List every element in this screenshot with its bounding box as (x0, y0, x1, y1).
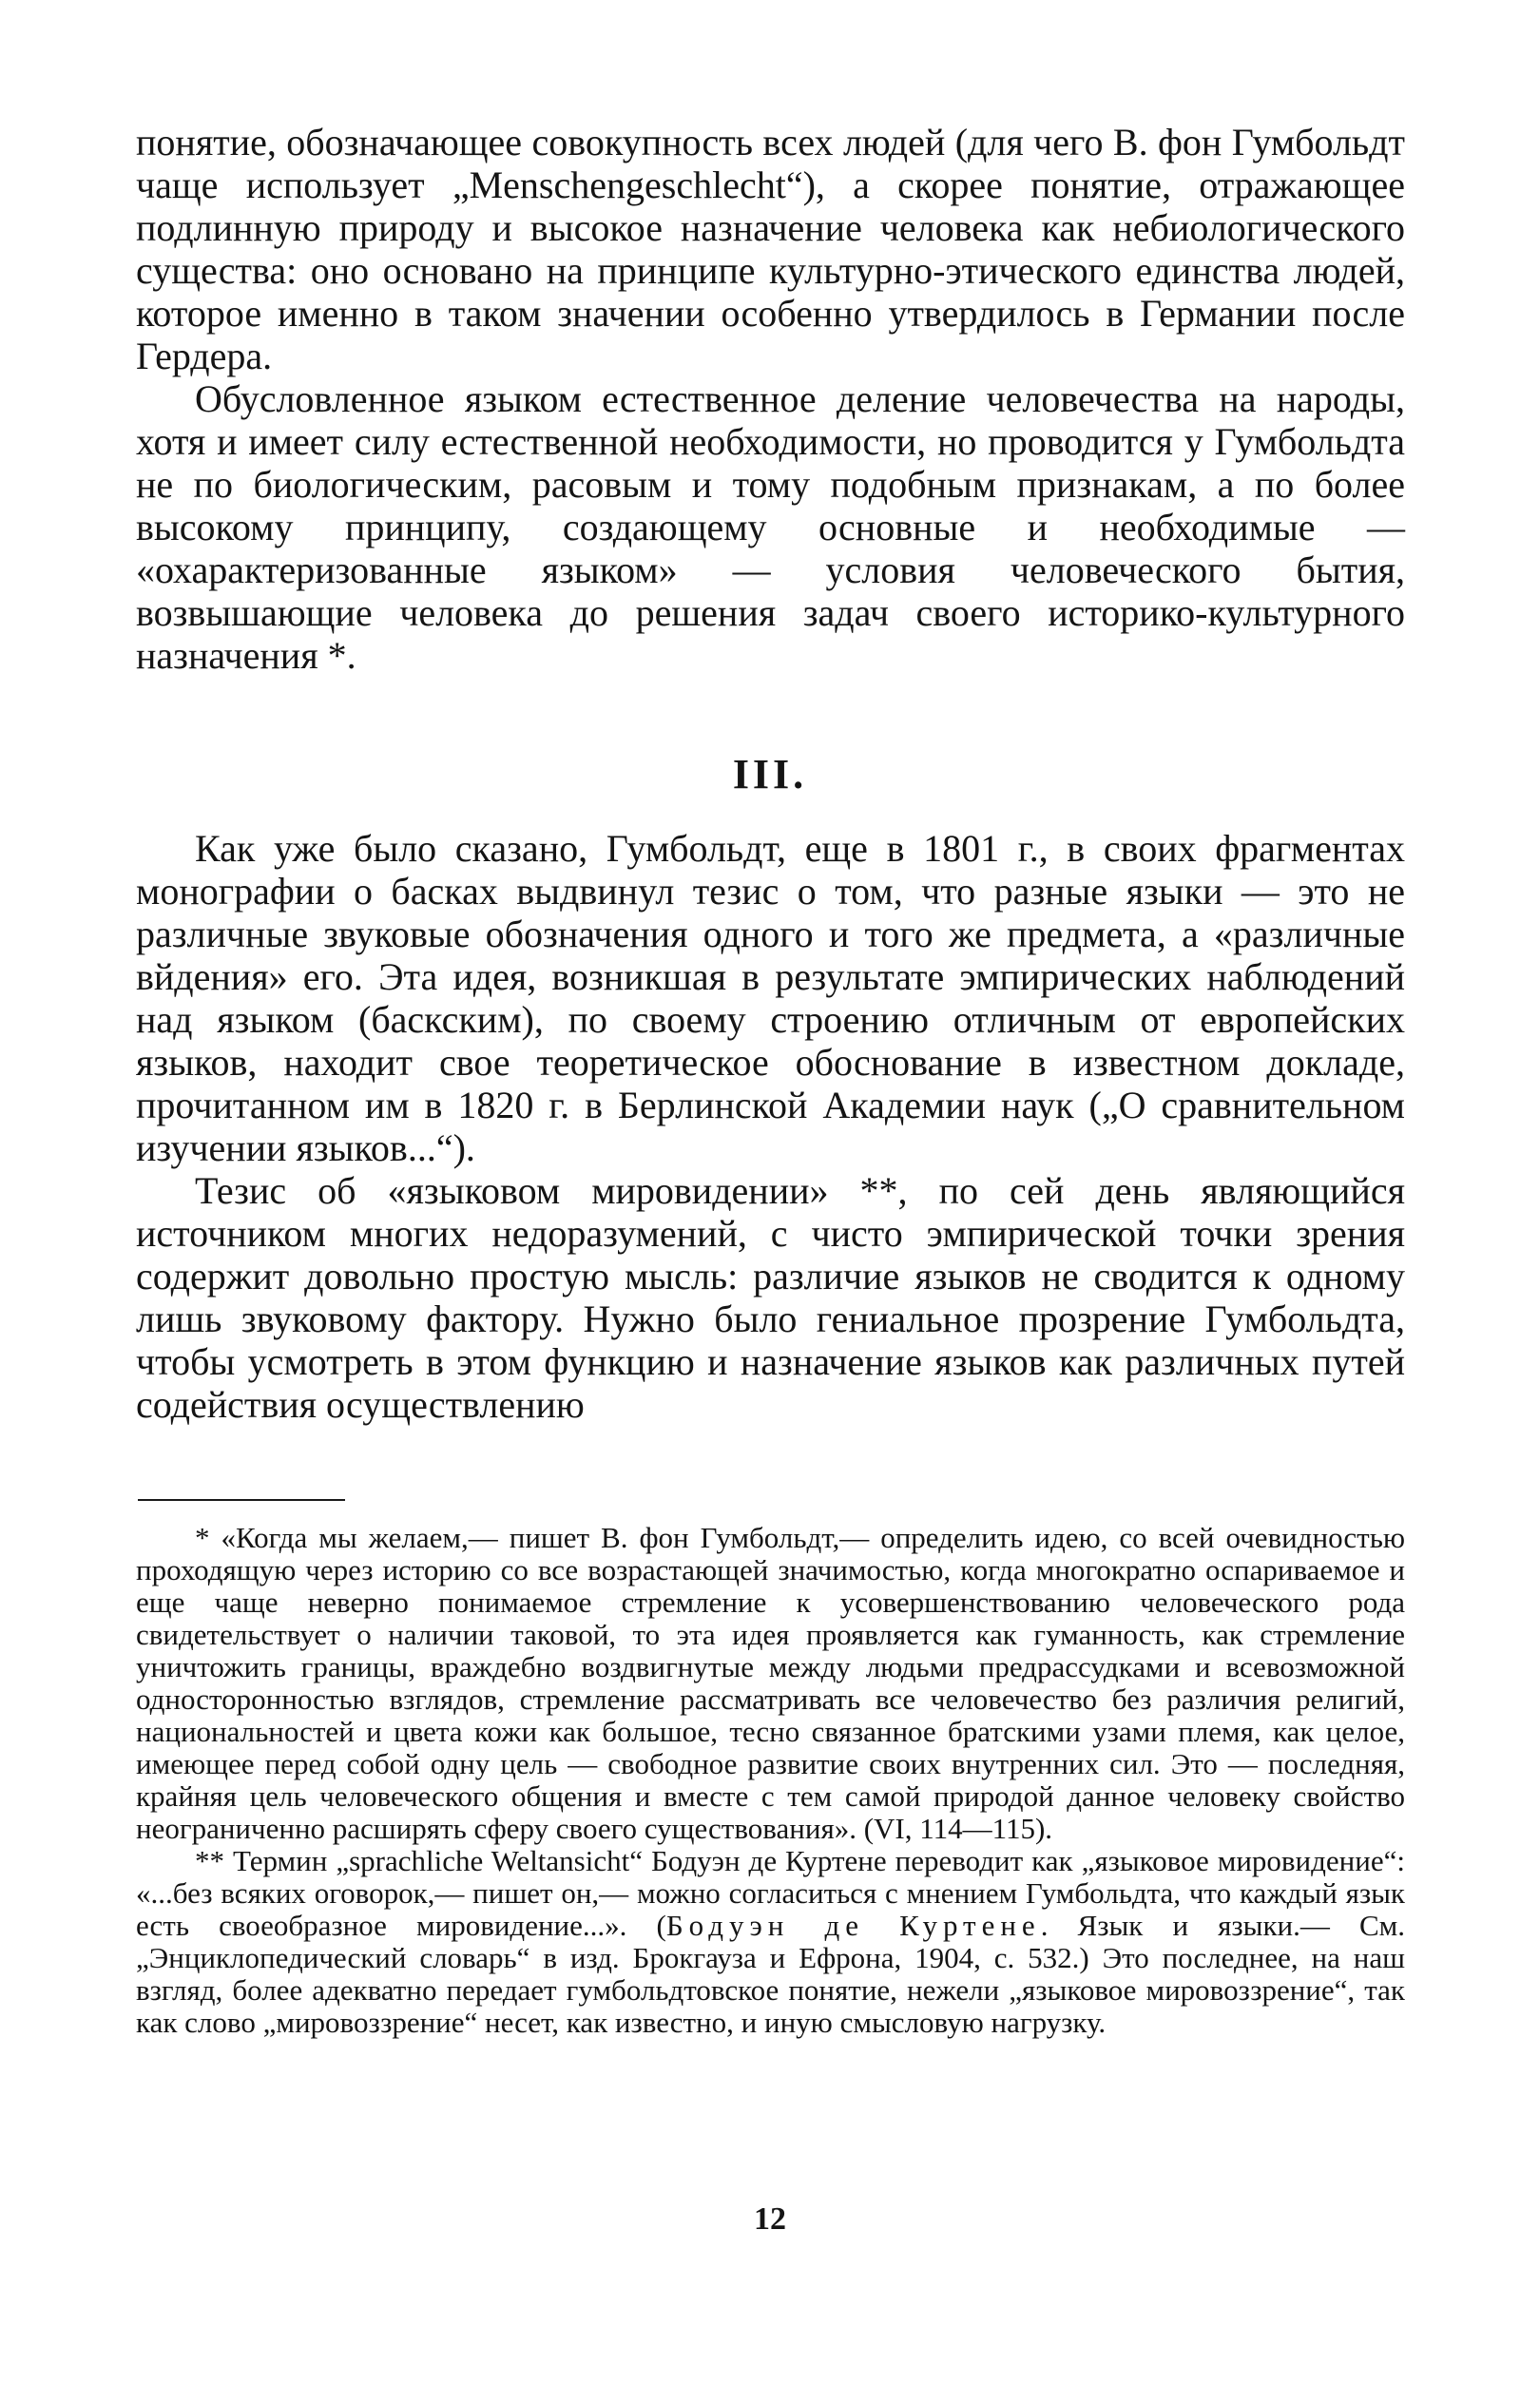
paragraph-division-of-humanity: Обусловленное языком естественное деление человечества на народы, хотя и имеет силу естественной необходимости, но проводится у Гумбольдта не по биологическим, расовым и тому подобным признакам, а по более высокому принципу, создающему основные и необходимые — «охарактеризованные языком» — условия человеческого бытия, возвышающие человека до решения задач своего историко-культурного назначения *. (136, 377, 1405, 677)
page-number: 12 (754, 2201, 786, 2237)
paragraph-humboldt-thesis: Как уже было сказано, Гумбольдт, еще в 1801 г., в своих фрагментах монографии о басках выдвинул тезис о том, что разные языки — это не различные звуковые обозначения одного и того же предмета, а «различные вйдения» его. Эта идея, возникшая в результате эмпирических наблюдений над языком (баскским), по своему строению отличным от европейских языков, находит свое теоретическое обоснование в известном докладе, прочитанном им в 1820 г. в Берлинской Академии наук („О сравнительном изучении языков...“). (136, 827, 1405, 1169)
footnote-2 (136, 1845, 1405, 2039)
main-text-top (136, 121, 1405, 677)
footnote-divider (138, 1499, 345, 1501)
footnote-2-text-end: . Язык и языки.— См. „Энциклопедический словарь“ в изд. Брокгауза и Ефрона, 1904, с. 532.) Это последнее, на наш взгляд, более адекватно передает гумбольдтовское понятие, нежели „языковое мировоззрение“, так как слово „мировоззрение“ несет, как известно, и иную смысловую нагрузку. (136, 1909, 1405, 2039)
paragraph-language-worldview: Тезис об «языковом мировидении» **, по сей день являющийся источником многих недоразумений, с чисто эмпирической точки зрения содержит довольно простую мысль: различие языков не сводится к одному лишь звуковому фактору. Нужно было гениальное прозрение Гумбольдта, чтобы усмотреть в этом функцию и назначение языков как различных путей содействия осуществлению (136, 1169, 1405, 1426)
main-text-section (136, 827, 1405, 1426)
paragraph-continuation: понятие, обозначающее совокупность всех людей (для чего В. фон Гумбольдт чаще использует „Menschengeschlecht“), а скорее понятие, отражающее подлинную природу и высокое назначение человека как небиологического существа: оно основано на принципе культурно-этического единства людей, которое именно в таком значении особенно утвердилось в Германии после Гердера. (136, 121, 1405, 377)
section-heading: III. (732, 751, 808, 798)
footnote-2-author: Бодуэн де Куртене (665, 1909, 1041, 1942)
footnote-1: * «Когда мы желаем,— пишет В. фон Гумбольдт,— определить идею, со всей очевидностью проходящую через историю со все возрастающей значимостью, когда многократно оспариваемое и еще чаще неверно понимаемое стремление к усовершенствованию человеческого рода свидетельствует о наличии таковой, то эта идея проявляется как гуманность, как стремление уничтожить границы, враждебно воздвигнутые между людьми предрассудками и всевозможной односторонностью взглядов, стремление рассматривать все человечество без различия религий, национальностей и цвета кожи как большое, тесно связанное братскими узами племя, как целое, имеющее перед собой одну цель — свободное развитие своих внутренних сил. Это — последняя, крайняя цель человеческого общения и вместе с тем самой природой данное человеку свойство неограниченно расширять сферу своего существования». (VI, 114—115). (136, 1521, 1405, 1845)
footnote-2-text-start: ** Термин „sprachliche Weltansicht“ Бодуэн де Куртене переводит как „языковое мировидение“: «...без всяких оговорок,— пишет он,— можно согласиться с мнением Гумбольдта, что каждый язык есть своеобразное мировидение...». ( (136, 1844, 1405, 1942)
footnotes (136, 1522, 1405, 2039)
